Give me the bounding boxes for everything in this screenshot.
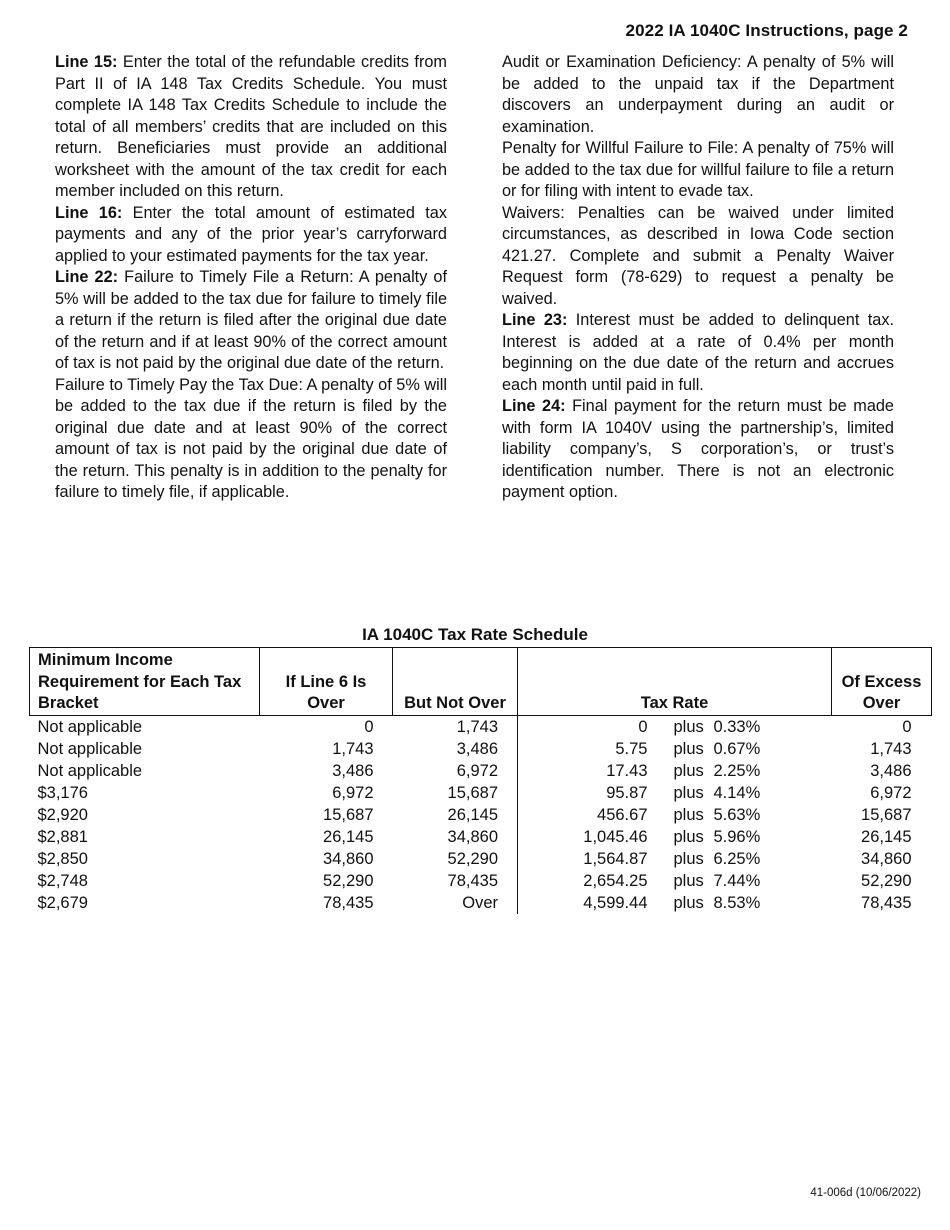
cell-base-tax: 2,654.25 [583, 871, 648, 890]
cell-rate: 8.53% [713, 893, 761, 912]
page-header-title: 2022 IA 1040C Instructions, page 2 [625, 21, 908, 40]
cell-excess-over: 26,145 [861, 827, 912, 846]
cell-min-income: $2,748 [37, 871, 88, 890]
cell-rate: 0.67% [713, 739, 761, 758]
cell-min-income: $2,920 [37, 805, 88, 824]
table-row [30, 804, 932, 826]
table-row [30, 892, 932, 914]
cell-rate: 4.14% [713, 783, 761, 802]
cell-base-tax: 1,045.46 [583, 827, 648, 846]
cell-but-not-over: Over [393, 892, 518, 914]
table-row [30, 826, 932, 848]
cell-plus: plus [673, 761, 704, 780]
header-tax-rate: Tax Rate [518, 648, 832, 716]
cell-base-tax: 17.43 [606, 761, 648, 780]
cell-but-not-over: 78,435 [393, 870, 518, 892]
cell-rate: 0.33% [713, 717, 761, 736]
table-row [30, 715, 932, 738]
paragraph-label: Line 15: [55, 53, 118, 71]
table-row [30, 760, 932, 782]
paragraph-text: Penalty for Willful Failure to File: A penalty of 75% will be added to the tax due for willful failure to file a return or for filing with intent to evade tax. [502, 139, 894, 200]
header-if-over: If Line 6 Is Over [260, 648, 393, 716]
paragraph-text: Failure to Timely File a Return: A penalty of 5% will be added to the tax due for failure to timely file a return if the return is filed after the original due date of the return and if at least 90% of the correct amount of tax is not paid by the original due date of the return. [55, 268, 448, 372]
header-min-income: Minimum Income Requirement for Each Tax Bracket [30, 648, 260, 716]
cell-but-not-over: 3,486 [393, 738, 518, 760]
paragraph-line-22 [55, 267, 447, 375]
cell-excess-over: 52,290 [861, 871, 912, 890]
paragraph-label: Line 22: [55, 268, 119, 286]
paragraph-label: Line 16: [55, 203, 123, 222]
cell-base-tax: 5.75 [615, 739, 648, 758]
cell-base-tax: 456.67 [597, 805, 648, 824]
cell-if-over: 6,972 [332, 783, 374, 802]
paragraph-waivers [502, 203, 894, 311]
paragraph-audit-deficiency [502, 52, 894, 138]
tax-rate-schedule-title: IA 1040C Tax Rate Schedule [362, 625, 588, 644]
cell-if-over: 52,290 [323, 871, 374, 890]
cell-plus: plus [673, 849, 704, 868]
cell-but-not-over: 1,743 [393, 715, 518, 738]
cell-but-not-over: 6,972 [393, 760, 518, 782]
cell-min-income: $2,881 [37, 827, 88, 846]
cell-if-over: 15,687 [323, 805, 374, 824]
table-row [30, 738, 932, 760]
paragraph-line-24 [502, 396, 894, 504]
table-header-row [30, 648, 932, 716]
paragraph-text: Enter the total of the refundable credits from Part II of IA 148 Tax Credits Schedule. You must complete IA 148 Tax Credits Schedule to include the total of all members’ credits that are included on this return. Beneficiaries must provide an additional worksheet with the amount of the tax credit for each member included on this return. [55, 53, 447, 200]
cell-rate: 6.25% [713, 849, 761, 868]
cell-plus: plus [673, 827, 704, 846]
cell-excess-over: 3,486 [870, 761, 912, 780]
tax-rate-schedule-table [29, 647, 932, 914]
cell-if-over: 34,860 [323, 849, 374, 868]
paragraph-text: Enter the total amount of estimated tax payments and any of the prior year’s carryforward applied to your estimated payments for the tax year. [55, 203, 447, 265]
cell-base-tax: 1,564.87 [583, 849, 648, 868]
paragraph-label: Line 24: [502, 397, 566, 415]
paragraph-text: Waivers: Penalties can be waived under limited circumstances, as described in Iowa Code section 421.27. Complete and submit a Penalty Waiver Request form (78-629) to request a penalty be waived. [502, 203, 894, 308]
cell-if-over: 3,486 [332, 761, 374, 780]
cell-excess-over: 34,860 [861, 849, 912, 868]
cell-plus: plus [673, 717, 704, 736]
paragraph-text: Interest must be added to delinquent tax. Interest is added at a rate of 0.4% per month beginning on the due date of the return and accrues each month until paid in full. [502, 311, 894, 394]
cell-plus: plus [673, 805, 704, 824]
cell-min-income: Not applicable [37, 761, 143, 780]
cell-if-over: 26,145 [323, 827, 374, 846]
cell-base-tax: 4,599.44 [583, 893, 648, 912]
table-body [30, 715, 932, 914]
cell-min-income: $2,679 [37, 893, 88, 912]
cell-plus: plus [673, 739, 704, 758]
paragraph-line-16 [55, 203, 447, 268]
paragraph-willful-failure [502, 138, 894, 203]
cell-min-income: Not applicable [37, 739, 143, 758]
form-code: 41-006d (10/06/2022) [810, 1187, 921, 1199]
paragraph-line-15 [55, 52, 447, 203]
header-but-not-over: But Not Over [393, 648, 518, 716]
cell-base-tax: 0 [638, 717, 648, 736]
cell-min-income: $3,176 [37, 783, 88, 802]
paragraph-label: Line 23: [502, 311, 568, 329]
cell-excess-over: 0 [902, 717, 912, 736]
cell-but-not-over: 52,290 [393, 848, 518, 870]
paragraph-text: Audit or Examination Deficiency: A penalty of 5% will be added to the unpaid tax if the Department discovers an underpayment during an audit or examination. [502, 53, 894, 136]
cell-excess-over: 78,435 [861, 893, 912, 912]
paragraph-text: Final payment for the return must be made with form IA 1040V using the partnership’s, limited liability company’s, S corporation’s, or trust’s identification number. There is not an electronic payment option. [502, 397, 894, 501]
cell-excess-over: 15,687 [861, 805, 912, 824]
cell-excess-over: 1,743 [870, 739, 912, 758]
header-of-excess-over: Of Excess Over [832, 648, 932, 716]
table-row [30, 848, 932, 870]
left-text-column [55, 52, 447, 504]
cell-but-not-over: 26,145 [393, 804, 518, 826]
paragraph-line-23 [502, 310, 894, 396]
cell-but-not-over: 34,860 [393, 826, 518, 848]
cell-rate: 2.25% [713, 761, 761, 780]
cell-if-over: 78,435 [323, 893, 374, 912]
cell-excess-over: 6,972 [870, 783, 912, 802]
paragraph-text: Failure to Timely Pay the Tax Due: A penalty of 5% will be added to the tax due if the return is filed by the original due date and at least 90% of the correct amount of tax is not paid by the original due date of the return. This penalty is in addition to the penalty for failure to timely file, if applicable. [55, 375, 447, 501]
cell-min-income: Not applicable [37, 717, 143, 736]
table-row [30, 870, 932, 892]
cell-if-over: 0 [364, 717, 374, 736]
cell-plus: plus [673, 893, 704, 912]
paragraph-failure-to-pay [55, 375, 447, 504]
cell-rate: 7.44% [713, 871, 761, 890]
cell-if-over: 1,743 [332, 739, 374, 758]
right-text-column [502, 52, 894, 504]
cell-rate: 5.96% [713, 827, 761, 846]
cell-plus: plus [673, 871, 704, 890]
cell-min-income: $2,850 [37, 849, 88, 868]
cell-base-tax: 95.87 [606, 783, 648, 802]
cell-but-not-over: 15,687 [393, 782, 518, 804]
cell-plus: plus [673, 783, 704, 802]
cell-rate: 5.63% [713, 805, 761, 824]
table-row [30, 782, 932, 804]
